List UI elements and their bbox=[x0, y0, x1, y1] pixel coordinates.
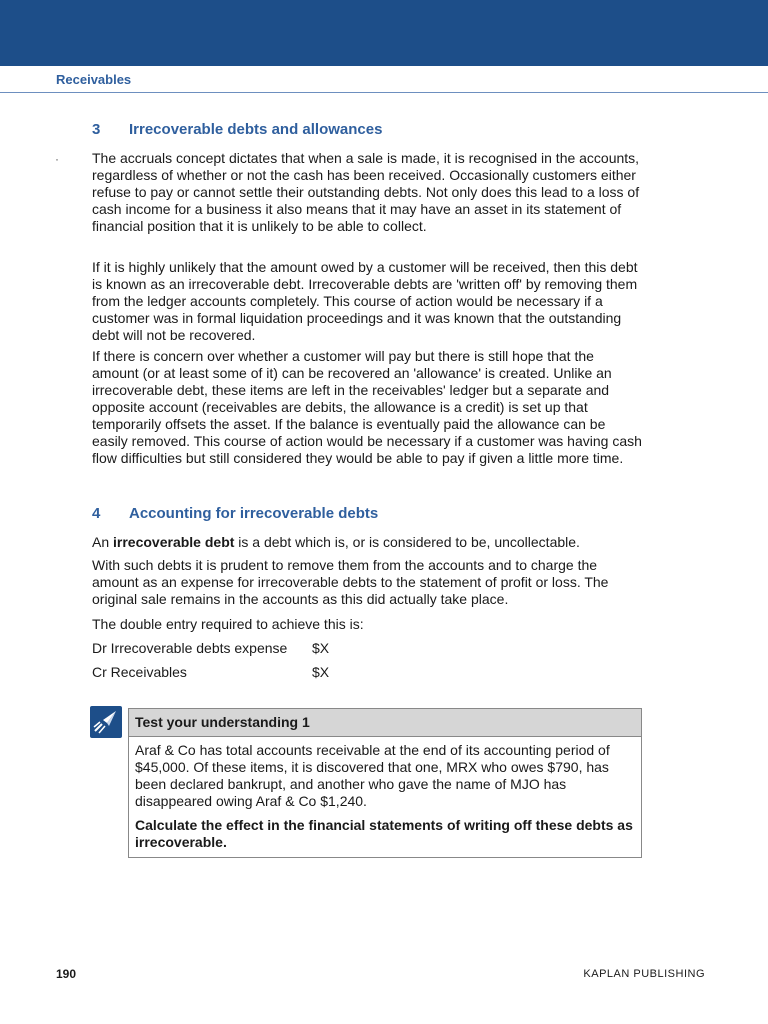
entry-amount: $X bbox=[312, 664, 330, 680]
paragraph: If there is concern over whether a customer will pay but there is still hope that the amount (or at least some of it) can be recovered an 'allowance' is created. Unlike an irrecoverable debt, these items are left in the receivables' ledger but a separate and opposite account (receivables are debits, the allowance is a credit) is set up that temporarily offsets the asset. If the balance is eventually paid the allowance can be easily removed. This course of action would be necessary if a customer was having cash flow difficulties but still considered they would be able to pay if given a little more time. bbox=[92, 348, 642, 466]
entry-amount: $X bbox=[312, 640, 330, 656]
definition-paragraph bbox=[92, 534, 644, 551]
entry-label: Cr Receivables bbox=[92, 664, 187, 680]
header-divider bbox=[0, 92, 768, 93]
page-number: 190 bbox=[56, 967, 77, 981]
section-3-heading bbox=[92, 121, 382, 138]
box-body bbox=[129, 737, 641, 857]
section-4-heading bbox=[92, 505, 378, 522]
section-title: Accounting for irrecoverable debts bbox=[129, 505, 379, 522]
journal-entry-debit bbox=[92, 640, 330, 657]
publisher-name: KAPLAN PUBLISHING bbox=[583, 968, 705, 980]
header-band bbox=[0, 0, 768, 66]
defined-term: irrecoverable debt bbox=[113, 534, 235, 550]
section-number: 3 bbox=[92, 121, 101, 138]
journal-entry-credit bbox=[92, 664, 330, 681]
definition-post: is a debt which is, or is considered to be, uncollectable. bbox=[234, 534, 580, 550]
paragraph: The double entry required to achieve this is: bbox=[92, 616, 364, 632]
box-title: Test your understanding 1 bbox=[129, 709, 641, 737]
section-number: 4 bbox=[92, 505, 101, 522]
section-title: Irrecoverable debts and allowances bbox=[129, 121, 383, 138]
paragraph: The accruals concept dictates that when a sale is made, it is recognised in the accounts, regardless of whether or not the cash has been received. Occasionally customers either refuse to pay or cannot settle their outstanding debts. Not only does this lead to a loss of cash income for a business it also means that it may have an asset in its statement of financial position that it is unlikely to be able to collect. bbox=[92, 150, 640, 234]
definition-pre: An bbox=[92, 534, 114, 550]
test-your-understanding-box bbox=[128, 708, 642, 858]
question-task: Calculate the effect in the financial statements of writing off these debts as irrecoverable. bbox=[135, 817, 633, 850]
chapter-title: Receivables bbox=[56, 72, 132, 87]
rocket-icon bbox=[90, 706, 122, 738]
paragraph: If it is highly unlikely that the amount owed by a customer will be received, then this debt is known as an irrecoverable debt. Irrecoverable debts are 'written off' by removing them from the ledger accounts completely. This course of action would be necessary if a customer was in formal liquidation proceedings and it was known that the outstanding debt will not be recovered. bbox=[92, 259, 638, 343]
bullet-dot: · bbox=[55, 152, 59, 166]
question-text: Araf & Co has total accounts receivable at the end of its accounting period of $45,000. Of these items, it is discovered that one, MRX who owes $790, has been declared bankrupt, and another who gave the name of MJO has disappeared owing Araf & Co $1,240. bbox=[135, 742, 610, 809]
paragraph: With such debts it is prudent to remove them from the accounts and to charge the amount as an expense for irrecoverable debts to the statement of profit or loss. The original sale remains in the accounts as this did actually take place. bbox=[92, 557, 609, 607]
entry-label: Dr Irrecoverable debts expense bbox=[92, 640, 288, 656]
